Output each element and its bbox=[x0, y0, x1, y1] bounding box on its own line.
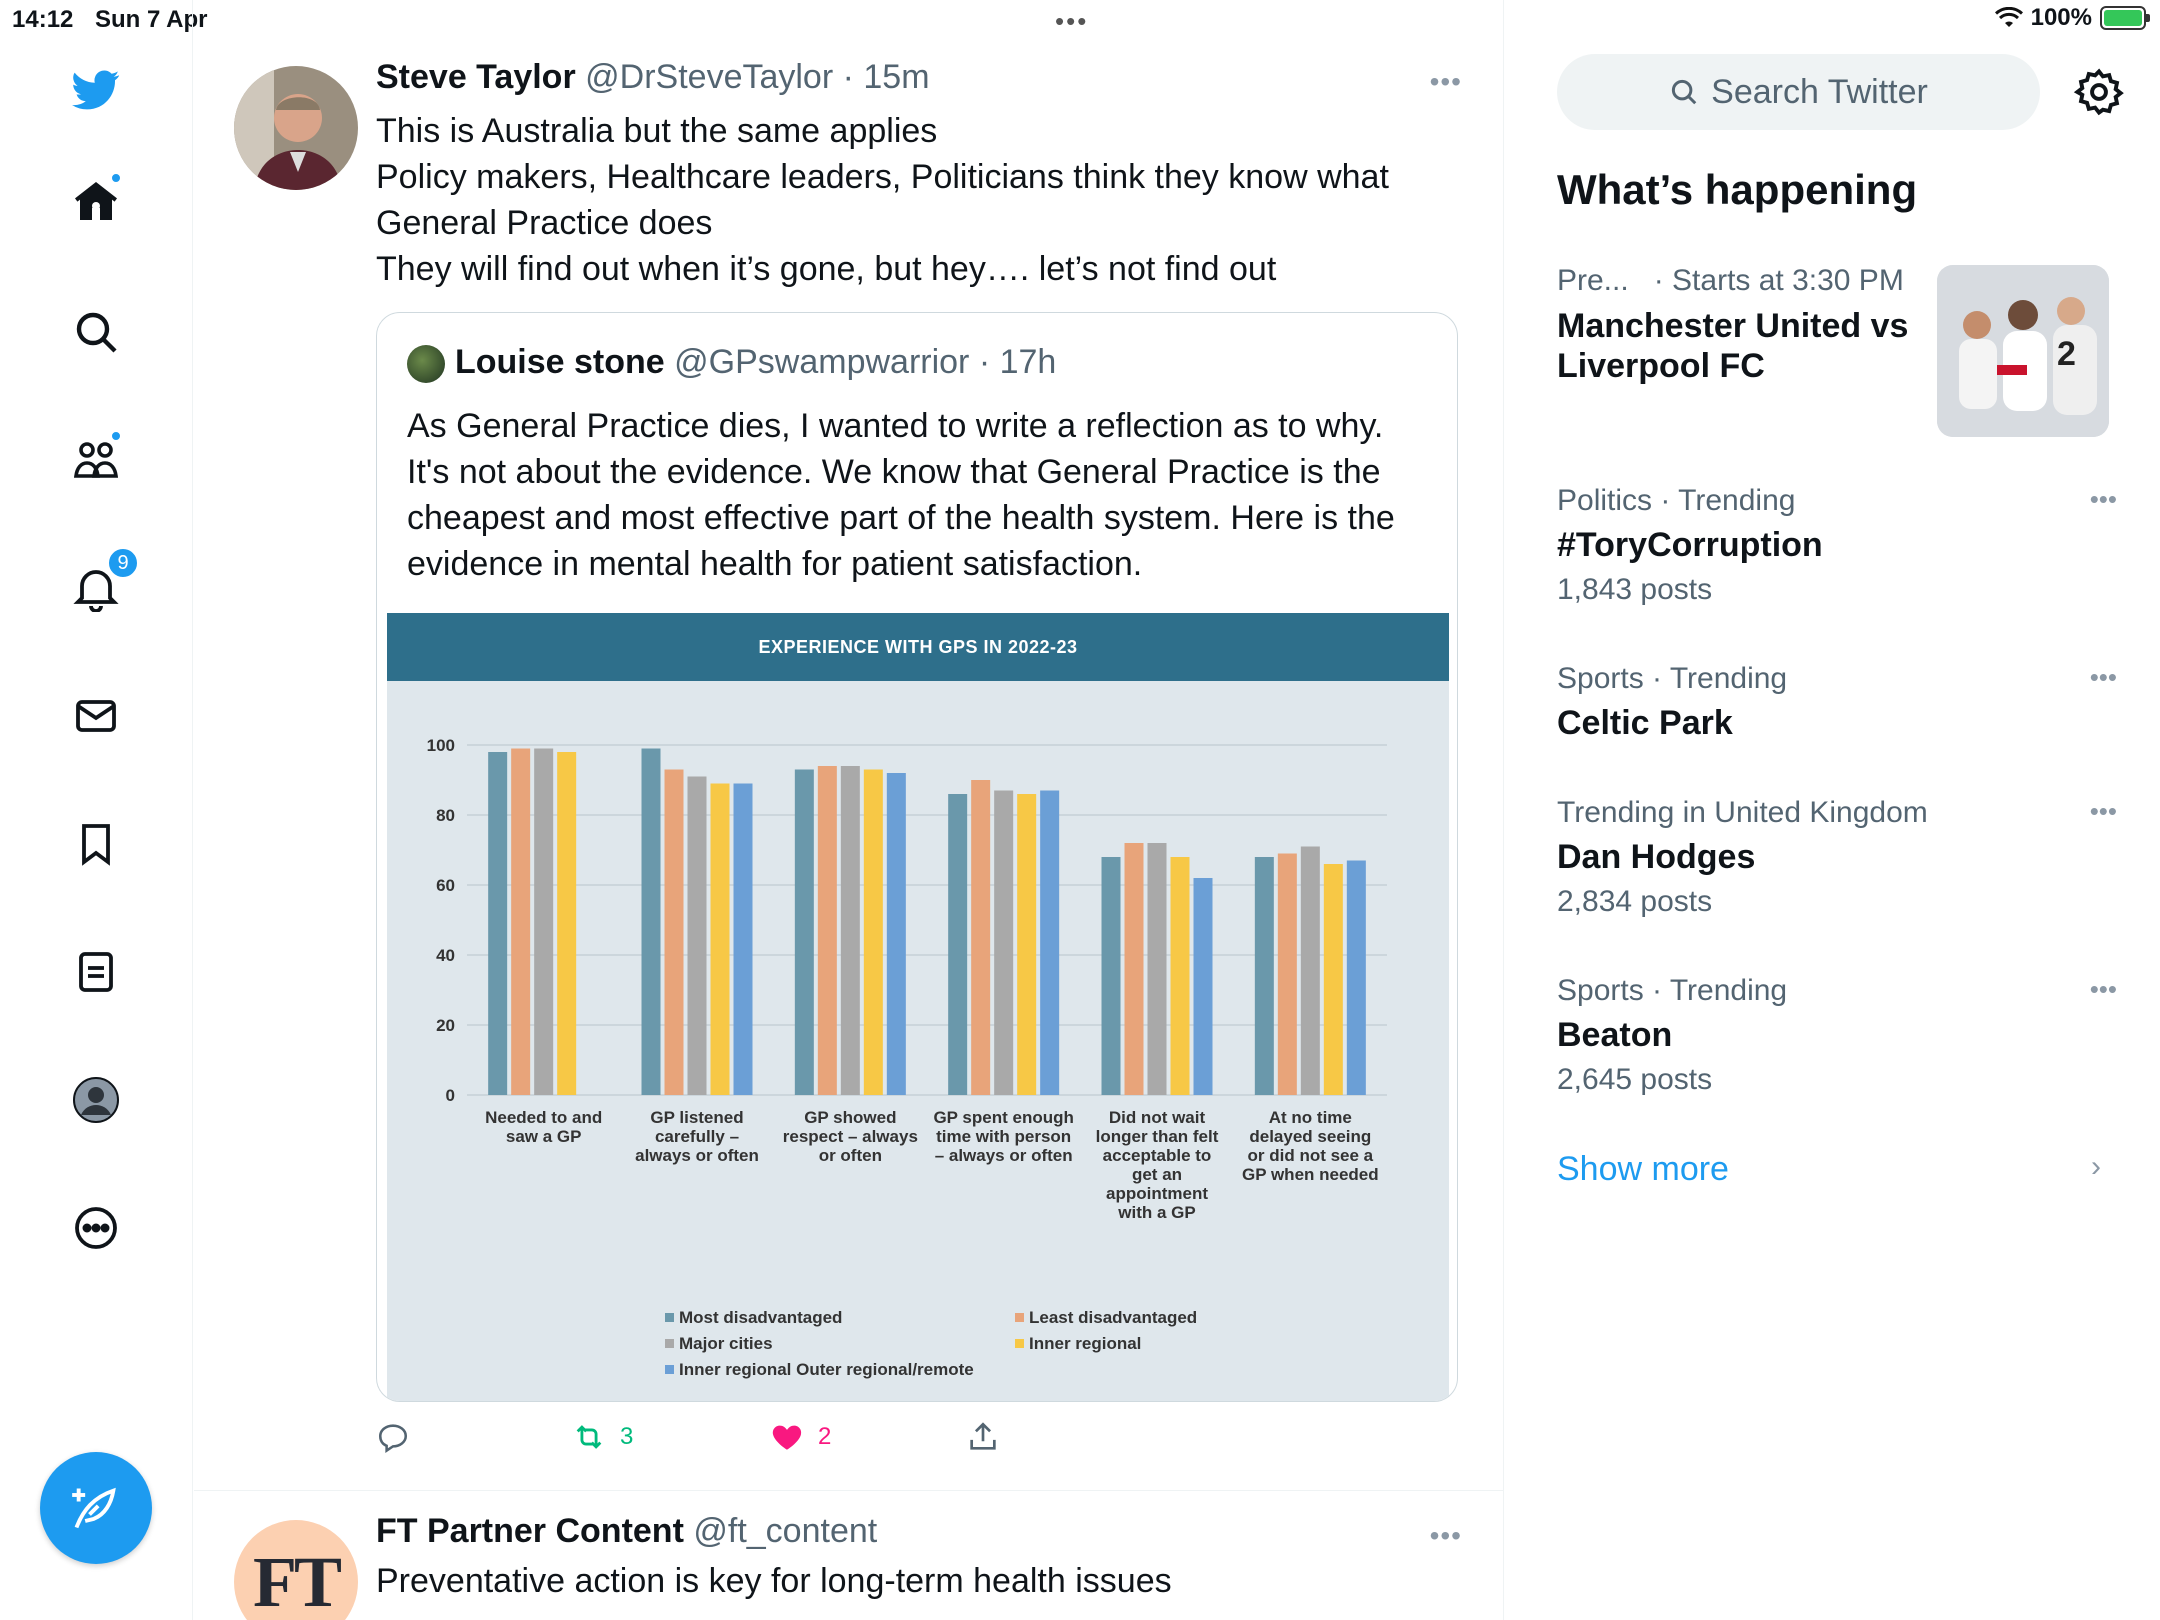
bar-chart bbox=[387, 681, 1449, 1402]
quote-text-line: It's not about the evidence. We know that General Practice is the bbox=[407, 453, 1381, 491]
bar bbox=[1301, 847, 1320, 1096]
explore-search-icon[interactable] bbox=[66, 302, 126, 362]
tweet-more-icon[interactable]: ••• bbox=[1429, 66, 1462, 97]
like-button[interactable] bbox=[770, 1420, 831, 1454]
settings-gear-icon[interactable] bbox=[2073, 66, 2125, 118]
trend-topic: Celtic Park bbox=[1557, 704, 1733, 742]
quote-text-line: cheapest and most effective part of the health system. Here is the bbox=[407, 499, 1395, 537]
trend-category: Sports · Trending bbox=[1557, 974, 1788, 1007]
event-title-line: Liverpool FC bbox=[1557, 347, 1765, 385]
x-tick-label: appointment bbox=[1106, 1184, 1208, 1203]
trend-more-icon[interactable]: ••• bbox=[2089, 662, 2117, 692]
search-placeholder: Search Twitter bbox=[1711, 72, 1928, 111]
bar bbox=[841, 766, 860, 1095]
lists-icon[interactable] bbox=[66, 942, 126, 1002]
x-tick-label: saw a GP bbox=[505, 1127, 582, 1146]
x-tick-label: longer than felt bbox=[1095, 1127, 1219, 1146]
trend-more-icon[interactable]: ••• bbox=[2089, 484, 2117, 514]
share-button[interactable] bbox=[966, 1420, 1000, 1454]
tweet-header bbox=[376, 1512, 877, 1551]
notifications-bell-icon[interactable] bbox=[66, 551, 129, 618]
trend-count: 2,645 posts bbox=[1557, 1063, 1713, 1096]
x-tick-label: Needed to and bbox=[485, 1108, 603, 1127]
trend-more-icon[interactable]: ••• bbox=[2089, 974, 2117, 1004]
tweet-header bbox=[376, 58, 930, 97]
avatar[interactable]: FT bbox=[234, 1520, 358, 1620]
x-tick-label: with a GP bbox=[1118, 1203, 1196, 1222]
trend-category: Politics · Trending bbox=[1557, 484, 1796, 517]
quote-time: · 17h bbox=[978, 343, 1057, 381]
tweet-text-line: General Practice does bbox=[376, 204, 713, 242]
quote-avatar[interactable] bbox=[407, 345, 445, 383]
bar bbox=[557, 752, 576, 1095]
bar bbox=[1125, 843, 1144, 1095]
status-time: 14:12 bbox=[12, 6, 74, 33]
author-name[interactable]: Steve Taylor bbox=[376, 58, 576, 96]
x-tick-label: get an bbox=[1131, 1165, 1183, 1184]
trend-count: 2,834 posts bbox=[1557, 885, 1713, 918]
quoted-tweet[interactable] bbox=[376, 312, 1458, 1402]
tweet-more-icon[interactable]: ••• bbox=[1429, 1520, 1462, 1551]
svg-text:2: 2 bbox=[2057, 335, 2076, 373]
legend-swatch bbox=[1015, 1313, 1024, 1322]
home-unread-dot bbox=[110, 172, 122, 184]
x-tick-label: GP when needed bbox=[1241, 1165, 1379, 1184]
share-icon bbox=[966, 1420, 1000, 1454]
trend-topic: Beaton bbox=[1557, 1016, 1673, 1054]
quote-author-name: Louise stone bbox=[455, 343, 665, 381]
y-tick-label: 60 bbox=[436, 876, 455, 895]
bar bbox=[1194, 878, 1213, 1095]
trend-category: Sports · Trending bbox=[1557, 662, 1788, 695]
x-tick-label: respect – always bbox=[782, 1127, 918, 1146]
x-tick-label: Did not wait bbox=[1108, 1108, 1206, 1127]
search-input[interactable] bbox=[1557, 54, 2040, 130]
bar bbox=[994, 791, 1013, 1096]
home-icon[interactable] bbox=[66, 172, 126, 232]
bar bbox=[534, 749, 553, 1096]
tweet-time[interactable]: · 15m bbox=[842, 58, 930, 96]
bar bbox=[511, 749, 530, 1096]
x-tick-label: or often bbox=[818, 1146, 882, 1165]
x-tick-label: always or often bbox=[635, 1146, 759, 1165]
bar bbox=[1255, 857, 1274, 1095]
y-tick-label: 80 bbox=[436, 806, 455, 825]
legend-swatch bbox=[665, 1339, 674, 1348]
feather-plus-icon bbox=[70, 1482, 122, 1534]
bar bbox=[1278, 854, 1297, 1096]
communities-icon[interactable] bbox=[66, 430, 126, 490]
multitask-dots-icon[interactable]: ••• bbox=[1055, 6, 1089, 36]
bar bbox=[1171, 857, 1190, 1095]
timeline bbox=[194, 0, 1504, 1620]
legend-swatch bbox=[665, 1313, 674, 1322]
quote-header bbox=[455, 343, 1056, 382]
chart-title: EXPERIENCE WITH GPS IN 2022-23 bbox=[387, 613, 1449, 681]
bar bbox=[795, 770, 814, 1096]
reply-icon bbox=[376, 1420, 410, 1454]
tweet-text bbox=[376, 1558, 1436, 1604]
event-thumbnail[interactable] bbox=[1937, 265, 2109, 437]
x-tick-label: delayed seeing bbox=[1249, 1127, 1372, 1146]
legend-swatch bbox=[1015, 1339, 1024, 1348]
bar bbox=[948, 794, 967, 1095]
more-options-icon[interactable] bbox=[66, 1198, 126, 1258]
tweet-text bbox=[376, 108, 1436, 292]
x-tick-label: – always or often bbox=[934, 1146, 1073, 1165]
bar bbox=[1347, 861, 1366, 1096]
trend-more-icon[interactable]: ••• bbox=[2089, 796, 2117, 826]
trend-topic: #ToryCorruption bbox=[1557, 526, 1823, 564]
legend-label: Inner regional Outer regional/remote bbox=[679, 1360, 974, 1379]
bar bbox=[864, 770, 883, 1096]
y-tick-label: 40 bbox=[436, 946, 455, 965]
event-title-line: Manchester United vs bbox=[1557, 307, 1909, 345]
retweet-icon bbox=[572, 1420, 606, 1454]
author-handle[interactable]: @DrSteveTaylor bbox=[585, 58, 834, 96]
whats-happening-title: What’s happening bbox=[1557, 166, 1918, 213]
tweet-text-line: Policy makers, Healthcare leaders, Politicians think they know what bbox=[376, 158, 1389, 196]
bar bbox=[665, 770, 684, 1096]
bar bbox=[818, 766, 837, 1095]
author-handle[interactable]: @ft_content bbox=[693, 1512, 878, 1550]
tweet-actions bbox=[376, 1420, 1276, 1470]
like-count: 2 bbox=[818, 1423, 832, 1450]
x-tick-label: GP showed bbox=[804, 1108, 897, 1127]
bar bbox=[711, 784, 730, 1096]
right-sidebar bbox=[1505, 0, 2160, 1620]
x-tick-label: or did not see a bbox=[1247, 1146, 1374, 1165]
trend-item[interactable] bbox=[1557, 484, 2117, 607]
quote-text-line: evidence in mental health for patient satisfaction. bbox=[407, 545, 1143, 583]
bar bbox=[1040, 791, 1059, 1096]
search-icon bbox=[1669, 77, 1699, 107]
chevron-right-icon[interactable]: › bbox=[2091, 1150, 2101, 1183]
trend-count: 1,843 posts bbox=[1557, 573, 1713, 606]
retweet-count: 3 bbox=[620, 1423, 634, 1450]
trend-item[interactable] bbox=[1557, 974, 2117, 1097]
bookmarks-icon[interactable] bbox=[66, 814, 126, 874]
tweet-text-line: Preventative action is key for long-term health issues bbox=[376, 1562, 1172, 1600]
bar bbox=[1148, 843, 1167, 1095]
x-tick-label: acceptable to bbox=[1102, 1146, 1212, 1165]
compose-tweet-button[interactable] bbox=[40, 1452, 152, 1564]
heart-icon bbox=[770, 1420, 804, 1454]
left-nav bbox=[0, 0, 193, 1620]
bar bbox=[1102, 857, 1121, 1095]
quote-author-handle: @GPswampwarrior bbox=[674, 343, 970, 381]
tweet-divider bbox=[194, 1490, 1504, 1491]
reply-button[interactable] bbox=[376, 1420, 410, 1454]
bar bbox=[887, 773, 906, 1095]
legend-label: Least disadvantaged bbox=[1029, 1308, 1198, 1327]
show-more-link[interactable]: Show more bbox=[1557, 1150, 1729, 1188]
legend-label: Inner regional bbox=[1029, 1334, 1142, 1353]
battery-percent: 100% bbox=[2030, 4, 2092, 31]
quote-text-line: As General Practice dies, I wanted to write a reflection as to why. bbox=[407, 407, 1384, 445]
legend-label: Major cities bbox=[679, 1334, 773, 1353]
legend-label: Most disadvantaged bbox=[679, 1308, 843, 1327]
trend-item[interactable] bbox=[1557, 662, 2117, 743]
twitter-logo-icon[interactable] bbox=[66, 60, 126, 120]
trend-category: Trending in United Kingdom bbox=[1557, 796, 1928, 829]
y-tick-label: 0 bbox=[445, 1086, 455, 1105]
bar bbox=[688, 777, 707, 1096]
bar bbox=[971, 780, 990, 1095]
avatar[interactable] bbox=[234, 66, 358, 190]
quote-text bbox=[407, 403, 1437, 587]
trend-item[interactable] bbox=[1557, 796, 2117, 919]
status-date: Sun 7 Apr bbox=[95, 6, 208, 33]
event-time: · Starts at 3:30 PM bbox=[1653, 264, 1904, 297]
event-category: Pre... bbox=[1557, 264, 1629, 297]
tweet-text-line: They will find out when it’s gone, but hey…. let’s not find out bbox=[376, 250, 1277, 288]
profile-avatar-icon[interactable] bbox=[66, 1070, 126, 1130]
x-tick-label: carefully – bbox=[654, 1127, 740, 1146]
tweet-text-line: This is Australia but the same applies bbox=[376, 112, 938, 150]
bar bbox=[642, 749, 661, 1096]
bar bbox=[1324, 864, 1343, 1095]
communities-unread-dot bbox=[110, 430, 122, 442]
bar bbox=[488, 752, 507, 1095]
notifications-badge: 9 bbox=[106, 546, 140, 580]
trend-topic: Dan Hodges bbox=[1557, 838, 1756, 876]
author-name[interactable]: FT Partner Content bbox=[376, 1512, 684, 1550]
y-tick-label: 100 bbox=[426, 736, 455, 755]
x-tick-label: time with person bbox=[936, 1127, 1072, 1146]
chart-image[interactable] bbox=[387, 613, 1449, 1402]
x-tick-label: At no time bbox=[1268, 1108, 1352, 1127]
x-tick-label: GP spent enough bbox=[933, 1108, 1074, 1127]
legend-swatch bbox=[665, 1365, 674, 1374]
y-tick-label: 20 bbox=[436, 1016, 455, 1035]
bar bbox=[734, 784, 753, 1096]
retweet-button[interactable] bbox=[572, 1420, 633, 1454]
bar bbox=[1017, 794, 1036, 1095]
messages-envelope-icon[interactable] bbox=[66, 686, 126, 746]
x-tick-label: GP listened bbox=[650, 1108, 744, 1127]
